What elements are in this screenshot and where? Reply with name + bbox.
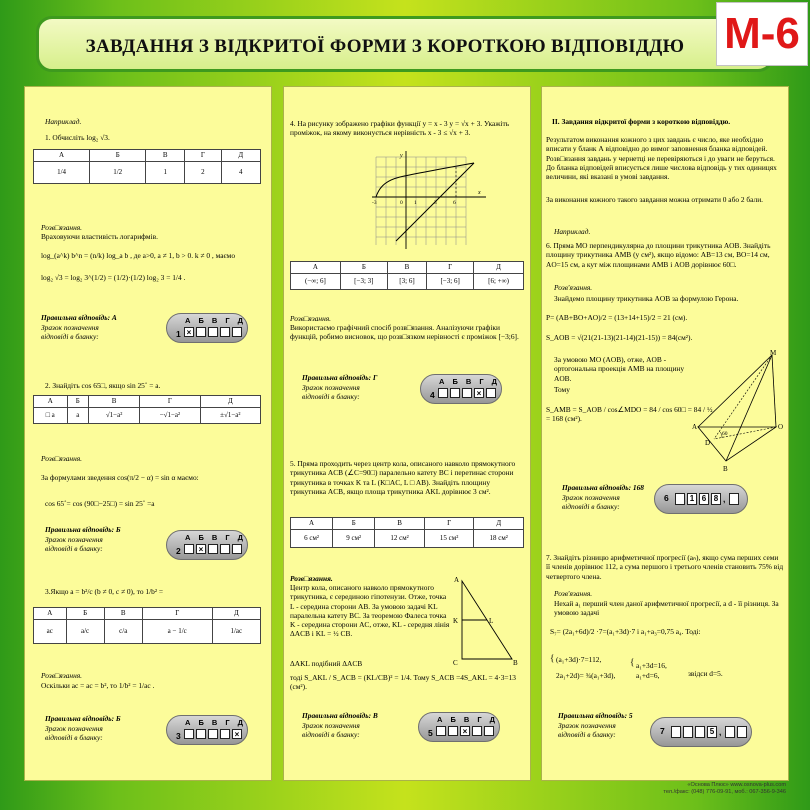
- sqrt-curve: [376, 163, 474, 197]
- solution-5: Центр кола, описаного навколо прямокутного трикутника, є серединою гіпотенузи. Отже, точка L - середина сторони AB. За умовою задачі KL паралельна катету BC. За теоремою Фалеса точка K - середина сторони AC, отже, KL - середня лінія ΔACB і KL = ½ CB.: [290, 583, 450, 639]
- sample-label: Зразок позначення: [302, 721, 360, 730]
- solution-6-therefore: Тому: [554, 385, 570, 394]
- solution-label: Розв□язання.: [41, 223, 83, 232]
- tick-label: 3: [434, 200, 437, 206]
- solution-7-eq4: a₁+d=6,: [636, 671, 660, 680]
- sample-label-2: відповіді в бланку:: [302, 730, 360, 739]
- sample-label: Зразок позначення: [558, 721, 616, 730]
- question-1: 1. Обчисліть log₂ √3.: [45, 133, 110, 142]
- options-table-5: А Б В Г Д 6 см² 9 см² 12 см² 15 см² 18 см²: [290, 517, 524, 548]
- solution-label: Розв□язання.: [290, 314, 332, 323]
- vertex-label: D: [705, 439, 711, 447]
- column-left: [24, 86, 272, 781]
- solution-7-eq3: a₁+3d=16,: [636, 661, 667, 670]
- y-axis-label: y: [400, 153, 403, 159]
- solution-2-line-1: За формулами зведення cos(π/2 − α) = sin α маємо:: [41, 473, 199, 482]
- example-label: Наприклад.: [554, 227, 591, 236]
- section-intro: Результатом виконання кожного з цих завдань є число, яке необхідно вписати у бланк А відповідно до вимог заповнення бланка відповідей. Розв□язання завдань у чернетці не перевіряються і до уваги не беруться. До бланка відповідей вписується лише числова відповідь у тих одиницях величини, які вказані в умові завдання.: [546, 135, 777, 181]
- question-3: 3.Якщо a = b²/c (b ≠ 0, c ≠ 0), то 1/b² =: [45, 587, 164, 596]
- publisher-footer: [600, 782, 786, 797]
- solution-1-line-2: log_(a^k) b^n = (n/k) log_a b , де a>0, a ≠ 1, b > 0. k ≠ 0 , маємо: [41, 251, 236, 260]
- answer-form-7: 7 5 ,: [650, 717, 752, 747]
- tick-label: 6: [453, 200, 456, 206]
- solution-6-perimeter: P= (AB+BO+AO)/2 = (13+14+15)/2 = 21 (см).: [546, 313, 688, 322]
- vertex-label: B: [723, 465, 728, 473]
- column-middle: [283, 86, 531, 781]
- sample-label: Зразок позначення: [45, 724, 103, 733]
- sample-label-2: відповіді в бланку:: [558, 730, 616, 739]
- vertex-label: M: [770, 349, 777, 357]
- brace-icon: {: [630, 657, 635, 667]
- solution-1-line-1: Враховуючи властивість логарифмів.: [41, 232, 159, 241]
- answer-4: Правильна відповідь: Г: [302, 373, 378, 382]
- solution-5-similar: ΔAKL подібний ΔACB: [290, 659, 363, 668]
- sample-label-2: відповіді в бланку:: [41, 332, 99, 341]
- solution-7-result: звідси d=5.: [688, 669, 723, 678]
- answer-form-6: 6 1 6 8 ,: [654, 484, 748, 514]
- options-table-3: А Б В Г Д ac a/c c/a a − 1/c 1/ac: [33, 607, 261, 644]
- vertex-label: A: [692, 423, 698, 431]
- column-right: [541, 86, 789, 781]
- solution-3-line-1: Оскільки ac = ac = b², то 1/b² = 1/ac .: [41, 681, 155, 690]
- answer-2: Правильна відповідь: Б: [45, 525, 121, 534]
- sample-label: Зразок позначення: [45, 535, 103, 544]
- solution-7-eq1: (a₁+3d)·7=112,: [556, 655, 602, 664]
- options-table-2: А Б В Г Д □ a a √1−a² −√1−a² ±√1−a²: [33, 395, 261, 424]
- solution-label: Розв'язання.: [554, 283, 593, 292]
- answer-form-3: А Б В Г Д 3 ×: [166, 715, 248, 745]
- sample-label-2: відповіді в бланку:: [562, 502, 620, 511]
- question-6: 6. Пряма MO перпендикулярна до площини трикутника AOB. Знайдіть площину трикутника AMB (у см²), якщо відомо: AB=13 см, BO=14 см, AO=15 см, а кут між площинами AMB і AOB дорівнює 60□.: [546, 241, 771, 269]
- solution-4: Використаємо графічний спосіб розв□язання. Аналізуючи графіки функцій, робимо висновок, що розв□язком нерівності є проміжок [−3;6].: [290, 323, 519, 342]
- answer-form-1: А Б В Г Д 1 ×: [166, 313, 248, 343]
- solution-1-line-3: log₂ √3 = log₂ 3^(1/2) = (1/2)·(1/2) log₂ 3 = 1/4 .: [41, 273, 186, 282]
- sample-label-2: відповіді в бланку:: [45, 733, 103, 742]
- triangle-diagram: [450, 573, 520, 669]
- title-bar: [36, 16, 774, 72]
- sample-label-2: відповіді в бланку:: [45, 544, 103, 553]
- solution-5-result: тоді S_AKL / S_ACB = (KL/CB)² = 1/4. Тому S_ACB =4S_AKL = 4·3=13 (см²).: [290, 673, 516, 692]
- solution-7-intro: Нехай a₁ перший член даної арифметичної прогресії, а d - її різниця. За умовою задачі: [554, 599, 779, 618]
- sample-label: Зразок позначення: [562, 493, 620, 502]
- question-2: 2. Знайдіть cos 65□, якщо sin 25˚ = a.: [45, 381, 161, 390]
- publisher-name: «Основа Плюс» www.osnova-plus.com: [687, 782, 786, 788]
- answer-form-4: А Б В Г Д 4 ×: [420, 374, 502, 404]
- answer-form-2: А Б В Г Д 2 ×: [166, 530, 248, 560]
- tick-label: -3: [372, 200, 377, 206]
- solution-6-projection: За умовою MO (AOB), отже, AOB - ортогональна проекція AMB на площину AOB.: [554, 355, 685, 383]
- section-score: За виконання кожного такого завдання можна отримати 0 або 2 бали.: [546, 195, 764, 204]
- publisher-contacts: тел./факс: (048) 776-09-91, моб.: 067-356-9-346: [663, 789, 786, 796]
- vertex-label: O: [778, 423, 784, 431]
- origin-label: 0: [400, 200, 403, 206]
- pyramid-diagram: [692, 349, 786, 473]
- section-heading: ІІ. Завдання відкритої форми з короткою відповіддю.: [552, 117, 731, 126]
- solution-label: Розв□язання.: [41, 671, 83, 680]
- answer-7: Правильна відповідь: 5: [558, 711, 633, 720]
- question-7: 7. Знайдіть різницю арифметичної прогресії (aₙ), якщо сума перших семи її членів дорівнює 112, а сума першого і третього членів становить 75% від четвертого члена.: [546, 553, 784, 581]
- answer-6: Правильна відповідь: 168: [562, 483, 644, 492]
- solution-2-line-2: cos 65˚= cos (90□−25□) = sin 25˚ =a: [45, 499, 155, 508]
- answer-form-5: А Б В Г Д 5 ×: [418, 712, 500, 742]
- options-table-1: А Б В Г Д 1/4 1/2 1 2 4: [33, 149, 261, 184]
- answer-1: Правильна відповідь: А: [41, 313, 117, 322]
- answer-5: Правильна відповідь: В: [302, 711, 378, 720]
- vertex-label: B: [513, 659, 518, 667]
- answer-3: Правильна відповідь: Б: [45, 714, 121, 723]
- x-axis-label: x: [478, 190, 481, 196]
- page-title: ЗАВДАННЯ З ВІДКРИТОЇ ФОРМИ З КОРОТКОЮ ВІДПОВІДДЮ: [85, 36, 685, 57]
- vertex-label: A: [454, 576, 460, 584]
- solution-7-sum: S₇= (2a₁+6d)/2 ·7=(a₁+3d)·7 і a₁+a₃=0,75 a₄. Тоді:: [550, 627, 701, 636]
- sample-label: Зразок позначення: [41, 323, 99, 332]
- solution-7-eq2: 2a₁+2d)= ¾(a₁+3d),: [556, 671, 616, 680]
- question-4: 4. На рисунку зображено графіки функції y = x - 3 y = √x + 3. Укажіть проміжок, на якому виконується нерівність x - 3 ≤ √x + 3.: [290, 119, 510, 138]
- category-badge: М-6: [716, 2, 808, 66]
- options-table-4: А Б В Г Д (−∞; 6] [−3; 3] [3; 6] [−3; 6] [6; +∞): [290, 261, 524, 290]
- vertex-label: C: [453, 659, 458, 667]
- brace-icon: {: [550, 653, 555, 663]
- sample-label-2: відповіді в бланку:: [302, 392, 360, 401]
- question-5: 5. Пряма проходить через центр кола, описаного навколо прямокутного трикутника ACB (∠C=90□) паралельно катету BC і перетинає сторони трикутника в точках K та L (K□AC, L □ AB). Знайдіть площину трикутника ACB, якщо площа трикутника AKL дорівнює 3 см².: [290, 459, 516, 496]
- tick-label: 1: [414, 200, 417, 206]
- example-label: Наприклад.: [45, 117, 82, 126]
- solution-6-result: S_AMB = S_AOB / cos∠MDO = 84 / cos 60□ = 84 / ½ = 168 (см²).: [546, 405, 713, 424]
- function-graph: [370, 149, 490, 251]
- angle-label: 60: [722, 431, 728, 437]
- solution-6-heron: Знайдемо площину трикутника AOB за формулою Герона.: [554, 294, 739, 303]
- vertex-label: K: [453, 617, 459, 625]
- solution-label: Розв'язання.: [554, 589, 593, 598]
- solution-label: Розв□язання.: [41, 454, 83, 463]
- sample-label: Зразок позначення: [302, 383, 360, 392]
- vertex-label: L: [489, 617, 494, 625]
- solution-6-area: S_AOB = √(21(21-13)(21-14)(21-15)) = 84(см²).: [546, 333, 693, 342]
- solution-5-label: Розв□язання.: [290, 574, 333, 583]
